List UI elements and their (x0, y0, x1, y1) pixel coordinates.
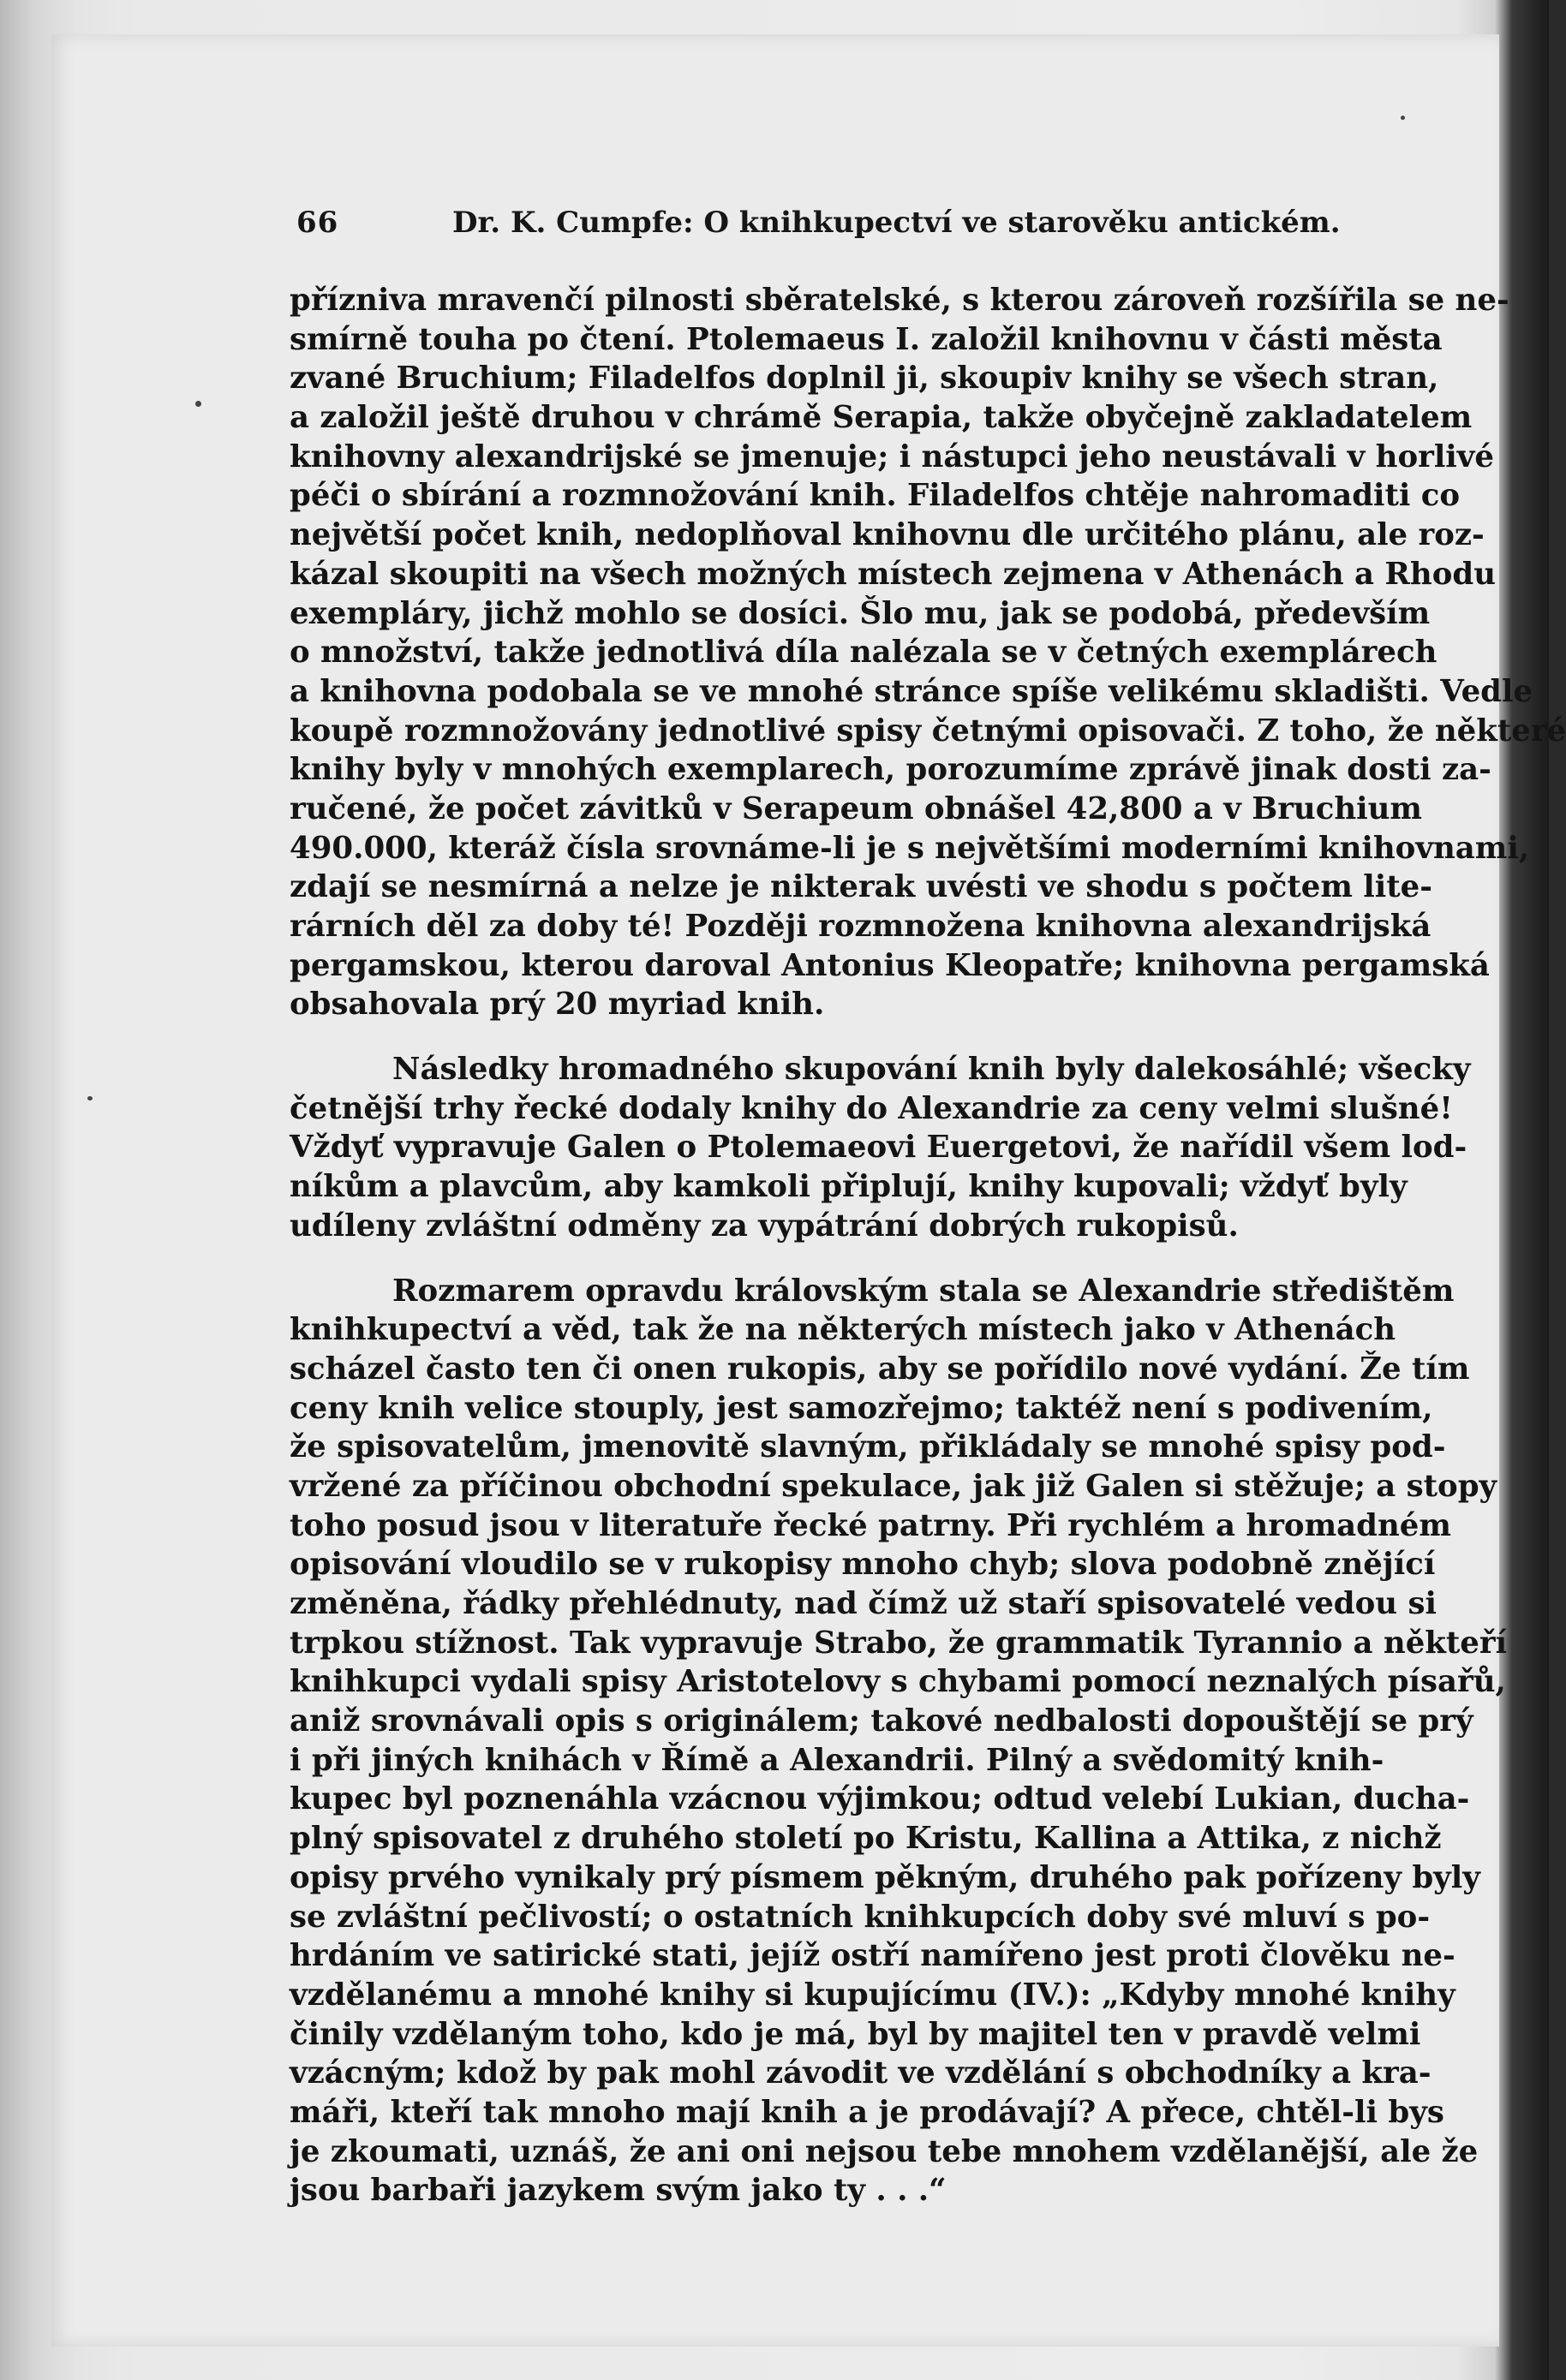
text-line: knihkupectví a věd, tak že na některých místech jako v Athenách (290, 1312, 1396, 1348)
text-line: Následky hromadného skupování knih byly dalekosáhlé; všecky (392, 1052, 1471, 1088)
paragraph (290, 1272, 1508, 2211)
text-line: pergamskou, kterou daroval Antonius Kleopatře; knihovna pergamská (290, 947, 1490, 983)
text-line: největší počet knih, nedoplňoval knihovnu dle určitého plánu, ale roz- (290, 517, 1485, 553)
page-number: 66 (296, 206, 339, 240)
text-line: kupec byl poznenáhla vzácnou výjimkou; odtud velebí Lukian, ducha- (290, 1781, 1470, 1817)
text-line: činily vzdělaným toho, kdo je má, byl by majitel ten v pravdě velmi (290, 2016, 1421, 2052)
text-line: rárních děl za doby té! Později rozmnožena knihovna alexandrijská (290, 909, 1432, 944)
text-line: knihovny alexandrijské se jmenuje; i nástupci jeho neustávali v horlivé (290, 438, 1495, 474)
text-line: péči o sbírání a rozmnožování knih. Filadelfos chtěje nahromaditi co (290, 478, 1461, 514)
paragraph-gap (290, 1246, 1378, 1272)
text-line: i při jiných knihách v Římě a Alexandrii. Pilný a svědomitý knih- (290, 1742, 1384, 1778)
text-line: je zkoumati, uznáš, že ani oni nejsou tebe mnohem vzdělanější, ale že (290, 2133, 1479, 2169)
text-line: exempláry, jichž mohlo se dosíci. Šlo mu, jak se podobá, především (290, 595, 1431, 631)
paragraph-gap (290, 1024, 1378, 1050)
dust-speck (1401, 116, 1405, 120)
text-line: jsou barbaři jazykem svým jako ty . . .“ (290, 2173, 947, 2209)
text-line: knihkupci vydali spisy Aristotelovy s chybami pomocí neznalých písařů, (290, 1664, 1506, 1700)
text-line: a knihovna podobala se ve mnohé stránce spíše velikému skladišti. Vedle (290, 673, 1533, 709)
text-line: trpkou stížnost. Tak vypravuje Strabo, že grammatik Tyrannio a někteří (290, 1625, 1508, 1661)
text-line: vzácným; kdož by pak mohl závodit ve vzdělání s obchodníky a kra- (290, 2055, 1432, 2091)
text-line: 490.000, kteráž čísla srovnáme-li je s největšími moderními knihovnami, (290, 830, 1530, 866)
text-line: se zvláštní pečlivostí; o ostatních knihkupcích doby své mluví s po- (290, 1899, 1431, 1935)
text-line: toho posud jsou v literatuře řecké patrny. Při rychlém a hromadném (290, 1507, 1451, 1543)
text-line: opisy prvého vynikaly prý písmem pěkným, druhého pak pořízeny byly (290, 1859, 1480, 1895)
text-line: o množství, takže jednotlivá díla nalézala se v četných exemplárech (290, 635, 1437, 671)
text-line: aniž srovnávali opis s originálem; takové nedbalosti dopouštějí se prý (290, 1703, 1473, 1739)
text-line: knihy byly v mnohých exemplarech, porozumíme zprávě jinak dosti za- (290, 752, 1491, 788)
text-line: kázal skoupiti na všech možných místech zejmena v Athenách a Rhodu (290, 556, 1497, 592)
text-line: Rozmarem opravdu královským stala se Alexandrie středištěm (392, 1273, 1455, 1309)
body-text (290, 281, 1566, 2210)
text-line: ceny knih velice stouply, jest samozřejmo; taktéž není s podivením, (290, 1390, 1433, 1426)
text-line: změněna, řádky přehlédnuty, nad čímž už staří spisovatelé vedou si (290, 1586, 1437, 1621)
text-line: máři, kteří tak mnoho mají knih a je prodávají? A přece, chtěl-li bys (290, 2094, 1444, 2130)
text-line: níkům a plavcům, aby kamkoli připlují, knihy kupovali; vždyť byly (290, 1169, 1408, 1205)
text-line: zdají se nesmírná a nelze je nikterak uvésti ve shodu s počtem lite- (290, 869, 1432, 905)
text-line: hrdáním ve satirické stati, jejíž ostří namířeno jest proti člověku ne- (290, 1938, 1455, 1974)
page-header (290, 206, 1341, 248)
text-line: scházel často ten či onen rukopis, aby se pořídilo nové vydání. Že tím (290, 1351, 1470, 1387)
text-line: obsahovala prý 20 myriad knih. (290, 987, 825, 1023)
text-line: zvané Bruchium; Filadelfos doplnil ji, skoupiv knihy se všech stran, (290, 361, 1439, 397)
text-line: přízniva mravenčí pilnosti sběratelské, s kterou zároveň rozšířila se ne- (290, 283, 1509, 318)
paragraph (290, 281, 1566, 1024)
text-line: že spisovatelům, jmenovitě slavným, přikládaly se mnohé spisy pod- (290, 1429, 1446, 1465)
text-line: smírně touha po čtení. Ptolemaeus I. založil knihovnu v části města (290, 321, 1443, 357)
text-line: udíleny zvláštní odměny za vypátrání dobrých rukopisů. (290, 1208, 1239, 1244)
text-line: ručené, že počet závitků v Serapeum obnášel 42,800 a v Bruchium (290, 790, 1422, 826)
text-line: a založil ještě druhou v chrámě Serapia, takže obyčejně zakladatelem (290, 400, 1473, 436)
text-line: plný spisovatel z druhého století po Kristu, Kallina a Attika, z nichž (290, 1821, 1442, 1857)
text-line: opisování vloudilo se v rukopisy mnoho chyb; slova podobně znějící (290, 1547, 1436, 1583)
running-title: Dr. K. Cumpfe: O knihkupectví ve starověku antickém. (452, 206, 1341, 240)
text-line: Vždyť vypravuje Galen o Ptolemaeovi Euergetovi, že nařídil všem lod- (290, 1130, 1467, 1166)
text-line: četnější trhy řecké dodaly knihy do Alexandrie za ceny velmi slušné! (290, 1090, 1453, 1126)
text-line: koupě rozmnožovány jednotlivé spisy četnými opisovači. Z toho, že některé (290, 713, 1566, 749)
paragraph (290, 1050, 1471, 1245)
dust-speck (195, 401, 201, 407)
text-line: vzdělanému a mnohé knihy si kupujícímu (IV.): „Kdyby mnohé knihy (290, 1977, 1455, 2013)
text-line: vržené za příčinou obchodní spekulace, jak již Galen si stěžuje; a stopy (290, 1468, 1497, 1504)
dust-speck (87, 1096, 93, 1101)
